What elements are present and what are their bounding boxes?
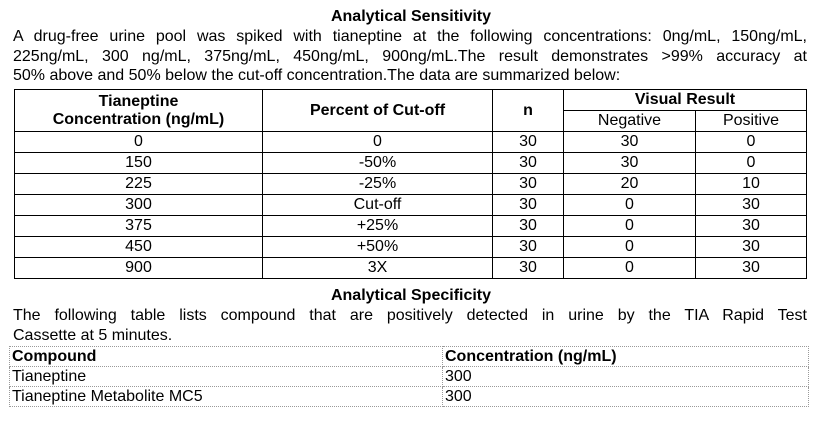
cell-negative: 30 <box>564 153 696 174</box>
cell-concentration: 450 <box>15 237 263 258</box>
header-concentration <box>15 90 263 132</box>
cell-concentration: 300 <box>443 367 809 387</box>
cell-positive: 30 <box>696 216 807 237</box>
cell-positive: 30 <box>696 258 807 279</box>
cell-concentration: 375 <box>15 216 263 237</box>
header-concentration-line2: Concentration (ng/mL) <box>52 110 225 128</box>
table-row <box>15 153 807 174</box>
header-n: n <box>493 90 564 132</box>
paragraph-line: The following table lists compound that are positively detected in urine by the TIA Rapid Test <box>13 307 807 324</box>
cell-n: 30 <box>493 258 564 279</box>
table-row <box>15 258 807 279</box>
table-row <box>15 216 807 237</box>
table-row <box>15 174 807 195</box>
header-concentration-line1: Tianeptine <box>98 92 179 110</box>
table-row <box>15 237 807 258</box>
sensitivity-heading: Analytical Sensitivity <box>330 8 492 25</box>
cell-percent: +25% <box>263 216 493 237</box>
header-spec-concentration: Concentration (ng/mL) <box>443 347 809 367</box>
cell-negative: 0 <box>564 258 696 279</box>
cell-n: 30 <box>493 195 564 216</box>
cell-negative: 0 <box>564 195 696 216</box>
cell-negative: 30 <box>564 132 696 153</box>
table-row <box>15 195 807 216</box>
paragraph-line: 50% above and 50% below the cut-off concentration.The data are summarized below: <box>13 67 621 84</box>
cell-percent: 0 <box>263 132 493 153</box>
table-row <box>10 367 809 387</box>
table-row <box>15 132 807 153</box>
sensitivity-table <box>14 89 807 279</box>
paragraph-line: Cassette at 5 minutes. <box>13 326 173 344</box>
cell-n: 30 <box>493 237 564 258</box>
cell-compound: Tianeptine Metabolite MC5 <box>10 387 443 407</box>
cell-n: 30 <box>493 153 564 174</box>
cell-concentration: 225 <box>15 174 263 195</box>
specificity-table <box>9 346 809 407</box>
cell-negative: 0 <box>564 237 696 258</box>
cell-percent: -25% <box>263 174 493 195</box>
table-row <box>10 387 809 407</box>
sensitivity-paragraph <box>13 27 807 86</box>
cell-concentration: 900 <box>15 258 263 279</box>
cell-percent: +50% <box>263 237 493 258</box>
cell-negative: 20 <box>564 174 696 195</box>
cell-positive: 10 <box>696 174 807 195</box>
cell-concentration: 0 <box>15 132 263 153</box>
cell-positive: 0 <box>696 153 807 174</box>
cell-n: 30 <box>493 174 564 195</box>
cell-concentration: 300 <box>15 195 263 216</box>
cell-percent: Cut-off <box>263 195 493 216</box>
specificity-paragraph <box>13 306 807 345</box>
header-positive: Positive <box>696 111 807 132</box>
sensitivity-table-body <box>15 132 807 279</box>
specificity-table-body <box>10 367 809 407</box>
cell-n: 30 <box>493 216 564 237</box>
cell-positive: 0 <box>696 132 807 153</box>
cell-concentration: 300 <box>443 387 809 407</box>
paragraph-line: A drug-free urine pool was spiked with tianeptine at the following concentrations: 0ng/mL, 150ng/mL, <box>13 28 807 45</box>
cell-compound: Tianeptine <box>10 367 443 387</box>
cell-percent: -50% <box>263 153 493 174</box>
header-visual-result: Visual Result <box>564 90 807 111</box>
header-percent: Percent of Cut-off <box>263 90 493 132</box>
specificity-heading: Analytical Specificity <box>330 287 492 304</box>
cell-percent: 3X <box>263 258 493 279</box>
paragraph-line: 225ng/mL, 300 ng/mL, 375ng/mL, 450ng/mL, 900ng/mL.The result demonstrates >99% accuracy at <box>13 47 807 65</box>
cell-positive: 30 <box>696 237 807 258</box>
header-compound: Compound <box>10 347 443 367</box>
cell-negative: 0 <box>564 216 696 237</box>
header-negative: Negative <box>564 111 696 132</box>
cell-n: 30 <box>493 132 564 153</box>
cell-concentration: 150 <box>15 153 263 174</box>
cell-positive: 30 <box>696 195 807 216</box>
